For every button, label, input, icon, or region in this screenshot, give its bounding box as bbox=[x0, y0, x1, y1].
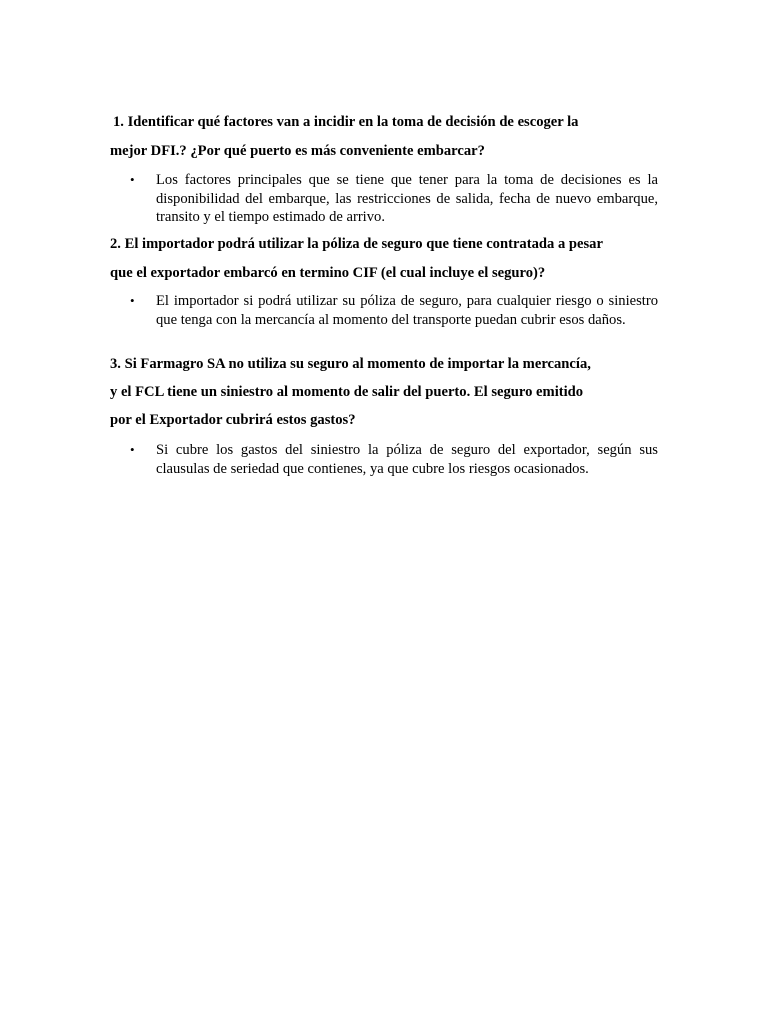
answer-3-text: Si cubre los gastos del siniestro la póliza de seguro del exportador, según sus clausulas de seriedad que contienes, ya que cubre los riesgos ocasionados. bbox=[156, 442, 658, 477]
question-2-line-1: 2. El importador podrá utilizar la póliza de seguro que tiene contratada a pesar bbox=[110, 236, 603, 252]
question-1-line-2: mejor DFI.? ¿Por qué puerto es más conveniente embarcar? bbox=[110, 143, 485, 159]
answer-1-list-item bbox=[130, 171, 658, 227]
question-2-line-2: que el exportador embarcó en termino CIF (el cual incluye el seguro)? bbox=[110, 265, 546, 281]
answer-2-list-item bbox=[130, 292, 658, 329]
answer-2-text: El importador si podrá utilizar su póliza de seguro, para cualquier riesgo o siniestro que tenga con la mercancía al momento del transporte puedan cubrir esos daños. bbox=[156, 293, 658, 328]
question-3-line-1: 3. Si Farmagro SA no utiliza su seguro al momento de importar la mercancía, bbox=[110, 356, 591, 372]
bullet-icon: • bbox=[130, 172, 135, 187]
question-3-line-2: y el FCL tiene un siniestro al momento de salir del puerto. El seguro emitido bbox=[110, 384, 584, 400]
bullet-icon: • bbox=[130, 293, 135, 308]
question-1-line-1: 1. Identificar qué factores van a incidir en la toma de decisión de escoger la bbox=[113, 114, 579, 130]
answer-1-text: Los factores principales que se tiene que tener para la toma de decisiones es la disponibilidad del embarque, las restricciones de salida, fecha de nuevo embarque, transito y el tiempo estimado de arrivo. bbox=[156, 172, 658, 225]
answer-3-list-item bbox=[130, 441, 658, 478]
question-3-line-3: por el Exportador cubrirá estos gastos? bbox=[110, 412, 356, 428]
bullet-icon: • bbox=[130, 442, 135, 457]
